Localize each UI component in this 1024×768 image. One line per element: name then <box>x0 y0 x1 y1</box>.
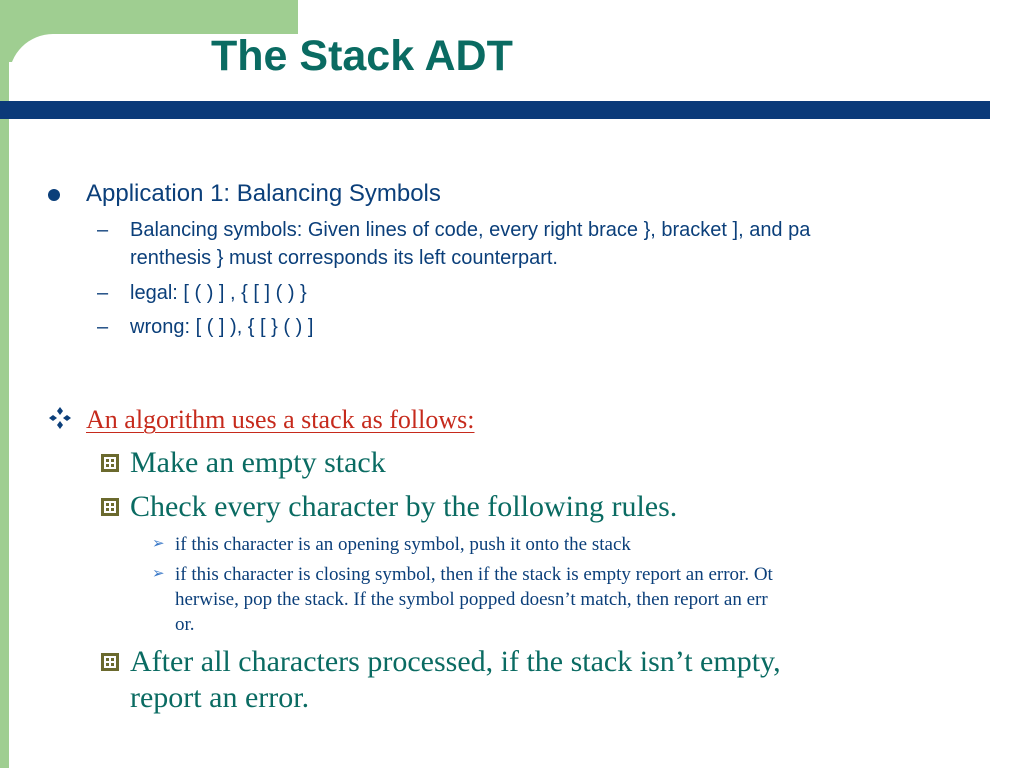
rule-closing-symbol-line3: or. <box>175 614 195 635</box>
section1-item-2: legal: [ ( ) ] , { [ ] ( ) } <box>130 282 307 304</box>
dash-bullet-icon: – <box>97 282 109 304</box>
section1-heading: Application 1: Balancing Symbols <box>86 180 441 207</box>
section1-item-3: wrong: [ ( ] ), { [ } ( ) ] <box>130 316 314 338</box>
section1-item-1-line1: Balancing symbols: Given lines of code, every right brace }, bracket ], and pa <box>130 219 811 241</box>
step-after-all-processed-line2: report an error. <box>130 681 310 714</box>
square-bullet-icon <box>101 498 119 516</box>
dash-bullet-icon: – <box>97 316 109 338</box>
page-title: The Stack ADT <box>211 32 513 80</box>
step-check-every-character: Check every character by the following rules. <box>130 490 678 523</box>
bullet-dot-icon <box>48 189 60 201</box>
step-after-all-processed-line1: After all characters processed, if the stack isn’t empty, <box>130 645 781 678</box>
square-bullet-icon <box>101 653 119 671</box>
dash-bullet-icon: – <box>97 219 109 241</box>
section2-heading: An algorithm uses a stack as follows: <box>86 405 475 434</box>
section1-item-1-line2: renthesis } must corresponds its left counterpart. <box>130 247 558 269</box>
arrow-bullet-icon: ➢ <box>152 565 165 582</box>
rule-opening-symbol: if this character is an opening symbol, push it onto the stack <box>175 534 631 555</box>
four-diamond-bullet-icon <box>48 406 72 430</box>
rule-closing-symbol-line1: if this character is closing symbol, then if the stack is empty report an error. Ot <box>175 564 773 585</box>
arrow-bullet-icon: ➢ <box>152 535 165 552</box>
square-bullet-icon <box>101 454 119 472</box>
rule-closing-symbol-line2: herwise, pop the stack. If the symbol popped doesn’t match, then report an err <box>175 589 768 610</box>
step-make-empty-stack: Make an empty stack <box>130 446 386 479</box>
